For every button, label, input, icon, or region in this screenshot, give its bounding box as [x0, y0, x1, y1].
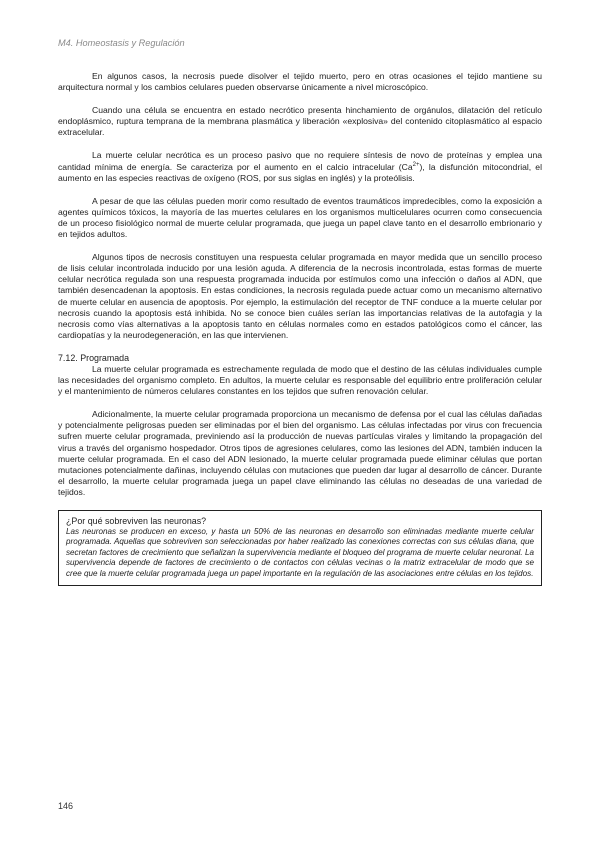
paragraph-necrosis-tissue: En algunos casos, la necrosis puede disolver el tejido muerto, pero en otras ocasiones el tejido mantiene su arquitectura normal y los cambios celulares pueden observarse únicamente a nivel microscópico.: [58, 71, 542, 93]
calcium-superscript: 2+: [412, 161, 420, 168]
paragraph-text-part: La muerte celular necrótica es un proceso pasivo que no requiere síntesis de novo de proteínas y emplea una cantidad mínima de energía. Se caracteriza por el aumento en el calcio intracelular (Ca: [58, 150, 542, 172]
paragraph-cell-death-causes: A pesar de que las células pueden morir como resultado de eventos traumáticos impredecibles, como la exposición a agentes químicos tóxicos, la mayoría de las muertes celulares en los organismos multicelulares ocurren como consecuencia de un proceso fisiológico normal de muerte celular programada, que juega un papel clave tanto en el desarrollo embrionario y en tejidos adultos.: [58, 195, 542, 240]
paragraph-defense-mechanism: Adicionalmente, la muerte celular programada proporciona un mecanismo de defensa por el cual las células dañadas y potencialmente peligrosas pueden ser eliminadas por el bien del organismo. Las células infectadas por virus con frecuencia sufren muerte celular programada, previniendo así la producción de nuevas partículas virales y limitando la propagación del virus a través del organismo hospedador. Otros tipos de agresiones celulares, como las lesiones del ADN, también inducen la muerte celular programada. En el caso del ADN lesionado, la muerte celular programada puede eliminar células que portan mutaciones potencialmente dañinas, incluyendo células con mutaciones que pueden dar lugar al desarrollo de cáncer. Durante el desarrollo, la muerte celular programada juega un papel clave eliminando las células no deseadas de una variedad de tejidos.: [58, 409, 542, 497]
paragraph-regulated-necrosis: Algunos tipos de necrosis constituyen una respuesta celular programada en mayor medida que un sencillo proceso de lisis celular incontrolada inducido por una lesión aguda. A diferencia de la necrosis incontrolada, estas formas de muerte celular necrótica regulada son una respuesta programada inducida por estímulos como una infección o daños al ADN, que también desencadenan la apoptosis. En estas condiciones, la necrosis regulada puede actuar como un mecanismo alternativo de muerte celular en ausencia de apoptosis. Por ejemplo, la estimulación del receptor de TNF conduce a la muerte celular por necrosis cuando la apoptosis está inhibida. No se conoce bien cuáles serían las importancias relativas de la autofagia y la necrosis como vías alternativas a la apoptosis tanto en células normales como en estados patológicos como el cáncer, las cardiopatías y la neurodegeneración, en las que intervienen.: [58, 252, 542, 340]
info-box: [58, 510, 542, 586]
info-box-title: ¿Por qué sobreviven las neuronas?: [66, 516, 207, 526]
paragraph-necrotic-cell: Cuando una célula se encuentra en estado necrótico presenta hinchamiento de orgánulos, dilatación del retículo endoplásmico, ruptura temprana de la membrana plasmática y liberación «explosiva» del contenido citoplasmático al espacio extracelular.: [58, 105, 542, 138]
paragraph-text-part: ), la disfunción mitocondrial, el aumento en las especies reactivas de oxígeno (ROS, por sus siglas en inglés) y la proteólisis.: [58, 161, 543, 183]
page-content: [58, 71, 542, 586]
paragraph-necrotic-death: [58, 150, 542, 183]
info-box-body: Las neuronas se producen en exceso, y hasta un 50% de las neuronas en desarrollo son eliminadas mediante muerte celular programada. Aquellas que sobreviven son seleccionadas por haber realizado las conexiones correctas con sus células diana, que secretan factores de crecimiento que señalizan la supervivencia mediante el bloqueo del programa de muerte celular neuronal. La supervivencia depende de factores de crecimiento o de contactos con células vecinas o la matriz extracelular de modo que se cree que la muerte celular programada juega un papel importante en la regulación de las asociaciones entre células en los tejidos.: [66, 527, 534, 578]
section-title: 7.12. Programada: [58, 352, 130, 363]
running-header: M4. Homeostasis y Regulación: [58, 38, 185, 48]
page-number: 146: [58, 801, 74, 811]
paragraph-programmed-death: La muerte celular programada es estrechamente regulada de modo que el destino de las células individuales cumple las necesidades del organismo completo. En adultos, la muerte celular es responsable del equilibrio entre proliferación celular y el mantenimiento de números celulares constantes en los tejidos que sufren renovación celular.: [58, 363, 542, 397]
